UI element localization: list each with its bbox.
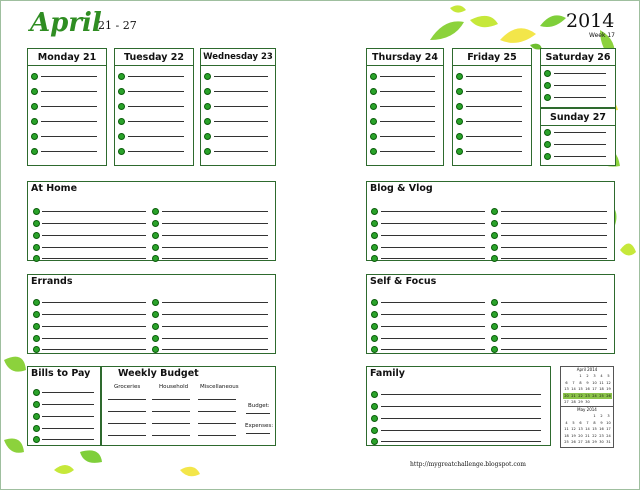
- mini-calendar-day: 2: [586, 374, 589, 378]
- mini-calendar-day: 11: [599, 380, 604, 385]
- mini-calendar-day: [577, 413, 584, 419]
- mini-calendar-day: 20: [578, 433, 583, 438]
- day-label-saturday: Saturday 26: [545, 52, 611, 63]
- budget-col-groceries: Groceries: [114, 384, 141, 390]
- mini-calendar-day: 27: [564, 400, 569, 404]
- mini-calendar-day: 3: [593, 374, 596, 378]
- mini-calendar-day: 3: [607, 414, 610, 418]
- budget-col-miscellaneous: Miscellaneous: [200, 384, 239, 390]
- mini-calendar-day: [563, 413, 570, 419]
- mini-calendar-day: 23: [599, 433, 604, 438]
- date-range: 21 - 27: [98, 19, 137, 32]
- mini-calendar-day: 7: [572, 380, 575, 385]
- section-errands: [27, 274, 276, 354]
- day-box-wednesday: [200, 48, 276, 166]
- section-self-focus: [366, 274, 615, 354]
- day-box-tuesday: [114, 48, 194, 166]
- mini-calendar-day: 2: [600, 414, 603, 418]
- mini-calendar-day: 5: [607, 374, 610, 378]
- section-bills-to-pay: [27, 366, 101, 446]
- day-label-thursday: Thursday 24: [372, 52, 438, 63]
- mini-calendar-day: 26: [606, 393, 611, 398]
- section-title-self: Self & Focus: [370, 276, 437, 287]
- mini-calendar-day: 15: [592, 427, 597, 431]
- mini-calendar-day: 19: [571, 433, 576, 438]
- mini-calendar-day: 25: [599, 393, 604, 398]
- mini-calendar-day: [598, 399, 605, 405]
- mini-calendar-day: 15: [578, 387, 583, 391]
- day-box-thursday: [366, 48, 444, 166]
- mini-calendar-day: 14: [571, 387, 576, 391]
- mini-calendar-day: [570, 413, 577, 419]
- mini-calendar-day: 21: [585, 433, 590, 438]
- mini-calendar-day: 16: [599, 427, 604, 431]
- mini-calendar-day: 1: [593, 414, 596, 418]
- mini-calendar-day: 30: [585, 400, 590, 404]
- section-family: [366, 366, 551, 446]
- mini-calendar-day: [563, 373, 570, 379]
- section-title-family: Family: [370, 368, 405, 379]
- mini-calendar-day: 6: [579, 420, 582, 425]
- section-weekly-budget: [101, 366, 276, 446]
- mini-calendar-day: 27: [578, 440, 583, 444]
- mini-calendar-day: 10: [592, 380, 597, 385]
- year-title: 2014: [566, 10, 615, 32]
- mini-calendar-day: 17: [606, 427, 611, 431]
- mini-calendar-day: 22: [592, 433, 597, 438]
- section-title-bills: Bills to Pay: [31, 368, 91, 379]
- mini-calendar-day: 23: [585, 393, 590, 398]
- mini-calendar-day: 20: [564, 393, 569, 398]
- budget-col-household: Household: [159, 384, 189, 390]
- mini-calendar-day: 24: [606, 433, 611, 438]
- day-box-friday: [452, 48, 532, 166]
- mini-calendar-day: 19: [606, 387, 611, 391]
- mini-calendar-day: 9: [600, 420, 603, 425]
- mini-calendar-day: 24: [592, 393, 597, 398]
- mini-calendar-day: 13: [564, 387, 569, 391]
- mini-calendar-day: [591, 399, 598, 405]
- mini-calendar-day: 9: [586, 380, 589, 385]
- mini-calendar-day: 31: [606, 440, 611, 444]
- budget-label: Budget:: [248, 403, 270, 409]
- section-title-errands: Errands: [31, 276, 73, 287]
- section-blog-vlog: [366, 181, 615, 261]
- mini-calendar-day: 28: [571, 400, 576, 404]
- mini-calendar-may-title: May 2014: [577, 407, 597, 412]
- mini-calendar-april: [560, 366, 614, 408]
- mini-calendar-april-title: April 2014: [576, 367, 598, 372]
- mini-calendar-day: 8: [579, 380, 582, 385]
- day-box-monday: [27, 48, 107, 166]
- mini-calendar-day: 4: [565, 420, 568, 425]
- mini-calendar-day: 7: [586, 420, 589, 425]
- mini-calendar-day: 8: [593, 420, 596, 425]
- section-at-home: [27, 181, 276, 261]
- mini-calendar-day: 16: [585, 387, 590, 391]
- week-number: Week 17: [589, 32, 615, 39]
- mini-calendar-day: 21: [571, 393, 576, 398]
- mini-calendar-day: 25: [564, 440, 569, 444]
- day-label-sunday: Sunday 27: [549, 112, 606, 123]
- month-title: April: [30, 8, 102, 38]
- day-label-tuesday: Tuesday 22: [124, 52, 184, 63]
- mini-calendar-day: [605, 399, 612, 405]
- day-label-monday: Monday 21: [37, 52, 97, 63]
- mini-calendar-day: 22: [578, 393, 583, 398]
- mini-calendar-day: 29: [592, 440, 597, 444]
- mini-calendar-day: [570, 373, 577, 379]
- mini-calendar-day: 6: [565, 380, 568, 385]
- mini-calendar-day: 14: [585, 427, 590, 431]
- day-label-friday: Friday 25: [467, 52, 517, 63]
- mini-calendar-day: 10: [606, 420, 611, 425]
- day-label-wednesday: Wednesday 23: [203, 52, 273, 62]
- footer-url: http://mygreatchallenge.blogspot.com: [410, 461, 526, 468]
- mini-calendar-day: 5: [572, 420, 575, 425]
- mini-calendar-day: 18: [599, 387, 604, 391]
- mini-calendar-day: 30: [599, 440, 604, 444]
- day-box-sunday: [540, 108, 616, 166]
- mini-calendar-day: 13: [578, 427, 583, 431]
- mini-calendar-day: 12: [606, 380, 611, 385]
- section-title-budget: Weekly Budget: [118, 368, 199, 379]
- mini-calendar-day: 11: [564, 427, 569, 431]
- mini-calendar-day: 17: [592, 387, 597, 391]
- mini-calendar-day: 26: [571, 440, 576, 444]
- mini-calendar-day: 1: [579, 374, 582, 378]
- mini-calendar-day: 18: [564, 433, 569, 438]
- mini-calendar-day: 29: [578, 400, 583, 404]
- mini-calendar-may: [560, 406, 614, 448]
- mini-calendar-day: 4: [600, 374, 603, 378]
- expenses-label: Expenses:: [245, 423, 274, 429]
- mini-calendar-day: 12: [571, 427, 576, 431]
- day-box-saturday: [540, 48, 616, 108]
- section-title-at-home: At Home: [31, 183, 78, 194]
- section-title-blog: Blog & Vlog: [370, 183, 433, 194]
- mini-calendar-day: [584, 413, 591, 419]
- mini-calendar-day: 28: [585, 440, 590, 444]
